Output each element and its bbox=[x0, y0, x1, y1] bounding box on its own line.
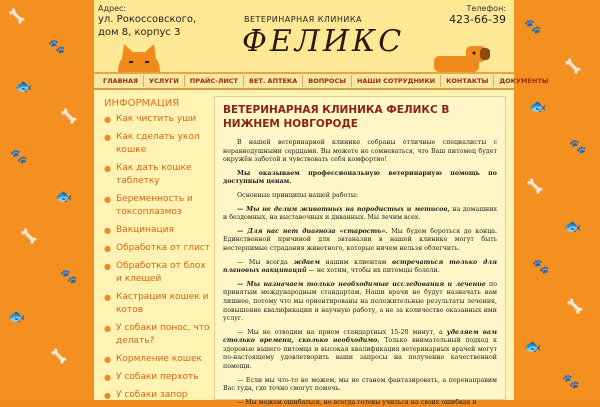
sidebar-link[interactable]: Кастрация кошек и котов bbox=[116, 292, 209, 315]
phone-label: Телефон: bbox=[466, 4, 506, 13]
sidebar-item[interactable] bbox=[104, 291, 214, 317]
paragraph: В нашей ветеринарной клинике собраны отличные специалисты с неравнодушными сердцами. Вы можете не сомневаться, что Ваш питомец будет окружён заботой и чувствовать себя комфортно! bbox=[223, 139, 497, 164]
paragraph: — Мы можем ошибаться, но всегда готовы учиться на своих ошибках и bbox=[237, 398, 477, 406]
nav-questions[interactable]: ВОПРОСЫ bbox=[303, 75, 352, 87]
paw-icon: ● bbox=[104, 262, 111, 271]
sidebar-link[interactable]: Как чистить уши bbox=[116, 114, 197, 124]
sidebar-link[interactable]: Как сделать укол кошке bbox=[116, 132, 200, 155]
clinic-subtitle: ВЕТЕРИНАРНАЯ КЛИНИКА bbox=[244, 15, 363, 24]
dog-icon bbox=[434, 44, 494, 72]
paragraph bbox=[223, 228, 497, 254]
content-area bbox=[94, 90, 514, 406]
main-article bbox=[214, 96, 506, 406]
sidebar-item[interactable] bbox=[104, 260, 214, 286]
nav-home[interactable]: ГЛАВНАЯ bbox=[98, 75, 144, 87]
text: — Мы всегда bbox=[237, 258, 294, 266]
left-pattern: 🦴 🐾 🐟 🦴 🐾 🐟 🦴 🐾 🐟 🦴 bbox=[0, 0, 94, 400]
address-label: Адрес: bbox=[98, 4, 127, 13]
paragraph: Основные принципы нашей работы: bbox=[237, 191, 358, 199]
paw-icon: ● bbox=[104, 164, 111, 173]
paw-icon: ● bbox=[104, 115, 111, 124]
cat-icon bbox=[114, 44, 164, 72]
sidebar-link[interactable]: У собаки понос, что делать? bbox=[116, 323, 210, 346]
site-header bbox=[94, 0, 514, 72]
paw-icon: ● bbox=[104, 391, 111, 400]
paw-icon: ● bbox=[104, 226, 111, 235]
emphasis: встречаться только для плановых вакцинаций bbox=[223, 258, 497, 275]
sidebar-link[interactable]: Обработка от блох и клещей bbox=[116, 261, 206, 284]
nav-documents[interactable]: ДОКУМЕНТЫ bbox=[499, 77, 549, 85]
text: нашим клиентам bbox=[320, 258, 392, 266]
sidebar-item[interactable] bbox=[104, 224, 214, 237]
paragraph bbox=[223, 329, 497, 372]
paw-icon: ● bbox=[104, 133, 111, 142]
paw-icon: ● bbox=[104, 373, 111, 382]
sidebar-link[interactable]: Как дать кошке таблетку bbox=[116, 163, 192, 186]
address-text bbox=[98, 13, 218, 39]
text: — не хотим, чтобы их питомцы болели. bbox=[306, 267, 440, 275]
sidebar-link[interactable]: Беременность и токсоплазмоз bbox=[116, 194, 193, 217]
phone-number: 423-66-39 bbox=[449, 13, 506, 26]
sidebar-item[interactable] bbox=[104, 162, 214, 188]
sidebar-link[interactable]: У собаки перхоть bbox=[116, 372, 199, 382]
sidebar-link[interactable]: Вакцинация bbox=[116, 225, 174, 235]
text: Мы будем бороться до конца. Единственной причиной для эвтаназии в нашей клинике могут быть нестерпимые страдания животного, которые ничем нельзя облегчить. bbox=[223, 227, 497, 252]
text: по принятым международным стандартам. Наши врачи не будут назначать вам лишнее, потому что мы ориентированы на положительные результаты лечения, повышение квалификации и научную работу, а не за количество оказанных ими услуг. bbox=[223, 280, 497, 323]
text: на домашних и бездомных, на выставочных и диванных. Мы лечим всех. bbox=[223, 205, 497, 222]
paw-icon: ● bbox=[104, 293, 111, 302]
sidebar-link[interactable]: Обработка от глист bbox=[116, 243, 211, 253]
nav-services[interactable]: УСЛУГИ bbox=[144, 75, 185, 87]
paw-icon: ● bbox=[104, 195, 111, 204]
sidebar-link[interactable]: Кормление кошек bbox=[116, 354, 202, 364]
emphasis: — Мы не делим животных на породистых и метисов, bbox=[237, 205, 450, 213]
main-nav bbox=[94, 72, 549, 90]
sidebar-item[interactable] bbox=[104, 371, 214, 384]
paragraph: — Если мы что-то не можем, мы не станем фантазировать, а перенаправим Вас туда, где точно смогут помочь. bbox=[223, 376, 497, 393]
sidebar-item[interactable] bbox=[104, 389, 214, 402]
sidebar-item[interactable] bbox=[104, 193, 214, 219]
nav-price-list[interactable]: ПРАЙС-ЛИСТ bbox=[185, 75, 244, 87]
sidebar-item[interactable] bbox=[104, 131, 214, 157]
sidebar-link[interactable]: У собаки запор bbox=[116, 390, 188, 400]
text: Только внимательный подход к здоровью вашего питомца и высокая квалификация ветеринарных врачей могут по-настоящему удовлетворить ваши запросы на получение качественной помощи. bbox=[223, 337, 497, 371]
paw-icon: ● bbox=[104, 244, 111, 253]
emphasis: — Для нас нет диагноза «старость». bbox=[237, 227, 388, 235]
info-sidebar bbox=[94, 90, 214, 400]
paragraph bbox=[223, 206, 497, 223]
sidebar-title: ИНФОРМАЦИЯ bbox=[104, 98, 180, 109]
paw-icon: ● bbox=[104, 355, 111, 364]
sidebar-item[interactable] bbox=[104, 322, 214, 348]
page bbox=[94, 0, 549, 406]
page-title: ВЕТЕРИНАРНАЯ КЛИНИКА ФЕЛИКС В НИЖНЕМ НОВГОРОДЕ bbox=[223, 104, 450, 130]
emphasis: — Мы назначаем только необходимые исследования и лечение bbox=[237, 280, 486, 288]
nav-pharmacy[interactable]: ВЕТ. АПТЕКА bbox=[244, 75, 303, 87]
emphasis: уделяем вам столько времени, сколько необходимо. bbox=[223, 328, 497, 345]
address-line2: дом 8, корпус 3 bbox=[98, 27, 181, 38]
site-logo[interactable]: ФЕЛИКС bbox=[242, 24, 405, 59]
nav-staff[interactable]: НАШИ СОТРУДНИКИ bbox=[352, 75, 441, 87]
text: — Мы не отводим на прием стандартных 15-20 минут, а bbox=[237, 328, 447, 336]
paw-icon: ● bbox=[104, 324, 111, 333]
right-pattern: 🐾 🦴 🐟 🐾 🦴 🐟 🐾 🦴 🐟 🐾 bbox=[514, 0, 600, 400]
paragraph bbox=[223, 259, 497, 276]
sidebar-item[interactable] bbox=[104, 113, 214, 126]
address-line1: ул. Рокоссовского, bbox=[98, 14, 197, 25]
sidebar-item[interactable] bbox=[104, 242, 214, 255]
nav-contacts[interactable]: КОНТАКТЫ bbox=[441, 75, 494, 87]
emphasis: ждаем bbox=[293, 258, 321, 266]
paragraph: Мы оказываем профессиональную ветеринарную помощь по доступным ценам. bbox=[223, 169, 497, 186]
sidebar-item[interactable] bbox=[104, 353, 214, 366]
paragraph bbox=[223, 281, 497, 324]
